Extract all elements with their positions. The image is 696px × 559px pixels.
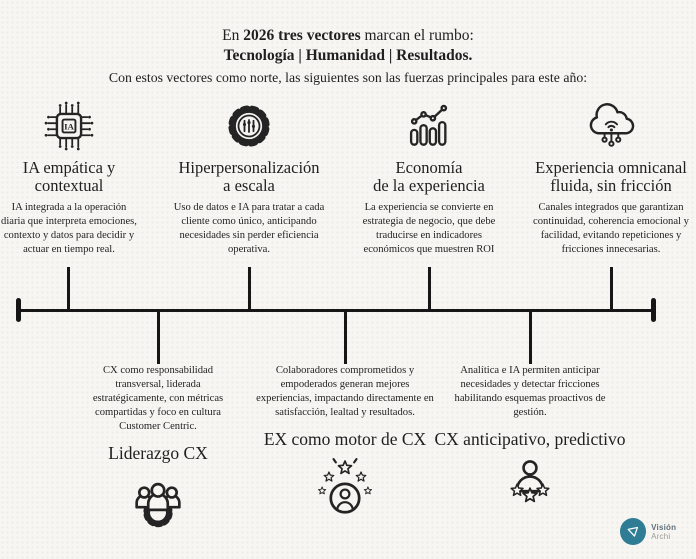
timeline-tick-down — [344, 311, 347, 364]
driver-column-cx-anticipativo — [434, 364, 626, 523]
force-title: Experiencia omnicanal fluida, sin fricción — [535, 158, 687, 196]
driver-description: CX como responsabilidad transversal, liderada estratégicamente, con métricas compartidas y foco en cultura Customer Centric. — [92, 365, 224, 433]
force-description: La experiencia se convierte en estrategia de negocio, que debe traducirse en indicadores económicos que muestren ROI — [362, 201, 496, 256]
timeline-tick-up — [610, 267, 613, 311]
logo-mark-icon — [620, 518, 646, 545]
driver-title: EX como motor de CX — [263, 429, 427, 450]
force-description: IA integrada a la operación diaria que interpreta emociones, contexto y datos para decidir y actuar en tiempo real. — [1, 201, 137, 256]
force-description: Uso de datos e IA para tratar a cada cliente como único, anticipando necesidades sin perder eficiencia operativa. — [173, 201, 325, 256]
driver-title: CX anticipativo, predictivo — [434, 429, 626, 450]
force-title: IA empática y contextual — [22, 158, 116, 196]
driver-column-liderazgo — [80, 364, 236, 537]
driver-description: Analítica e IA permiten anticipar necesidades y detectar fricciones habilitando esquemas proactivos de gestión. — [454, 365, 606, 419]
driver-description: Colaboradores comprometidos y empoderados generan mejores experiencias, impactando directamente en satisfacción, lealtad y resultados. — [256, 365, 434, 419]
header-subtitle: Con estos vectores como norte, las siguientes son las fuerzas principales para este año: — [108, 69, 588, 85]
header-vectors: Tecnología | Humanidad | Resultados. — [223, 47, 473, 65]
force-title: Hiperpersonalización a escala — [178, 158, 320, 196]
timeline-cap-right — [651, 298, 656, 322]
chip-ia-icon — [0, 95, 138, 157]
header — [0, 26, 696, 86]
person-stars-icon — [454, 455, 606, 523]
force-column-hiperpersonalizacion — [163, 95, 335, 257]
growth-chart-icon — [354, 95, 504, 157]
logo-text: Visión Archi — [651, 522, 677, 541]
timeline-tick-down — [157, 311, 160, 364]
person-stars-circle-icon — [256, 455, 434, 523]
timeline-tick-up — [67, 267, 70, 311]
force-column-omnicanal — [526, 95, 696, 257]
force-column-ia-empatica — [0, 95, 138, 257]
driver-title: Liderazgo CX — [108, 443, 208, 464]
force-title: Economía de la experiencia — [373, 158, 485, 196]
timeline-tick-up — [428, 267, 431, 311]
force-column-economia — [354, 95, 504, 257]
brand-logo — [620, 518, 696, 545]
force-description: Canales integrados que garantizan continuidad, coherencia emocional y facilidad, evitando repeticiones y fricciones innecesarias. — [533, 201, 689, 256]
timeline-tick-up — [248, 267, 251, 311]
timeline-cap-left — [16, 298, 21, 322]
timeline-tick-down — [529, 311, 532, 364]
svg-text:IA: IA — [64, 121, 74, 132]
timeline-line — [19, 309, 655, 312]
cloud-network-icon — [526, 95, 696, 157]
gear-sliders-icon — [163, 95, 335, 157]
header-line1: En 2026 tres vectores marcan el rumbo: — [222, 27, 474, 44]
team-gear-icon — [80, 469, 236, 537]
